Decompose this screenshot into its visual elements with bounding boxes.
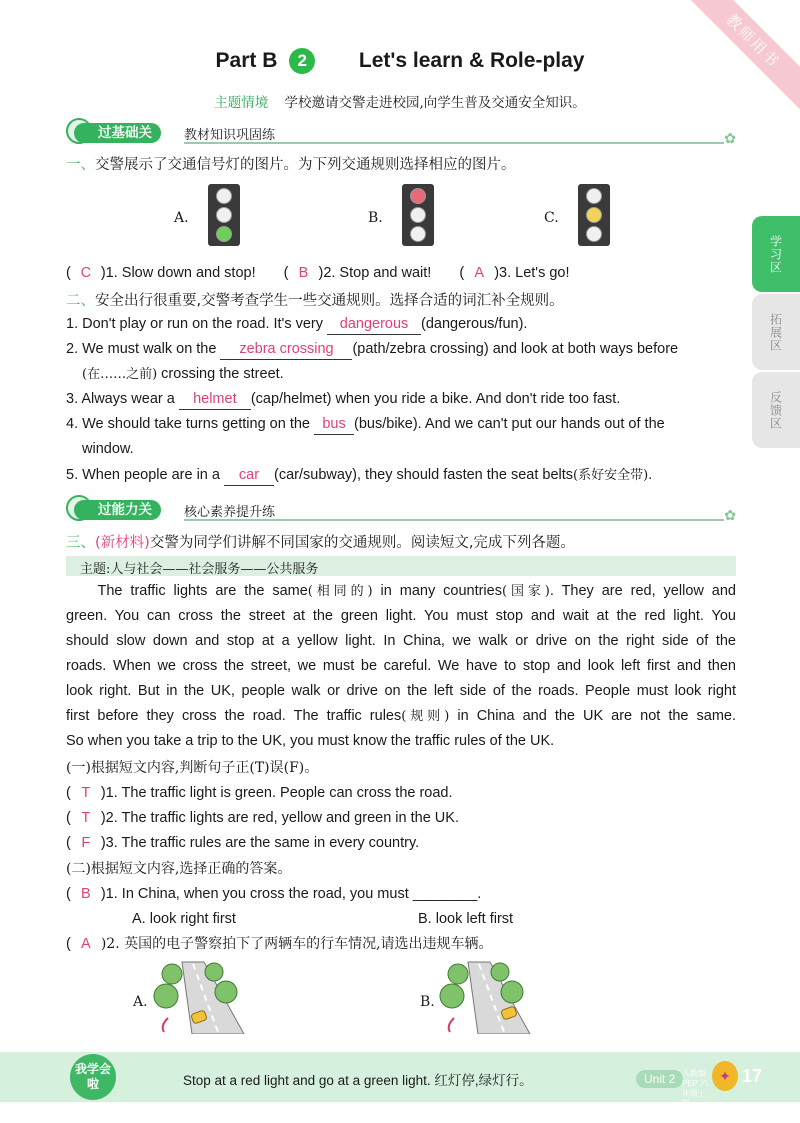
part-2-head: (二)根据短文内容,选择正确的答案。	[66, 861, 292, 877]
answer: car	[224, 465, 274, 486]
gloss: (在……之前)	[82, 367, 158, 382]
item-text: )2. Stop and wait!	[318, 265, 432, 281]
image-option-a-label: A.	[133, 994, 148, 1010]
road-scene-a-image	[152, 958, 262, 1034]
passage-line	[66, 581, 736, 602]
item-text: )1. Slow down and stop!	[100, 265, 256, 281]
tab-feedback-area[interactable]: 反馈区	[752, 372, 800, 448]
item-text: 2. We must walk on the	[66, 341, 217, 357]
passage-text: first before they cross the road. The traffic rules	[66, 708, 402, 724]
road-scene-b-image	[438, 958, 548, 1034]
gloss: (国家)	[501, 584, 550, 599]
passage-line	[66, 656, 736, 676]
option-letter: C.	[544, 210, 559, 226]
flower-icon: ✿	[724, 507, 736, 523]
passage-text: So when you take a trip to the UK, you must know the traffic rules of the UK.	[66, 733, 555, 749]
side-tabs	[752, 216, 800, 450]
choice-item: ( A )2. 英国的电子警察拍下了两辆车的行车情况,请选出违规车辆。	[66, 936, 493, 952]
answer: dangerous	[327, 314, 421, 335]
option-a: A. look right first	[132, 911, 236, 927]
section-subtitle: 核心素养提升练	[184, 504, 276, 519]
theme-label: 主题情境	[214, 95, 269, 111]
item-text: )3. Let's go!	[494, 265, 570, 281]
question-3-head	[66, 531, 575, 552]
tab-study-area[interactable]: 学习区	[752, 216, 800, 292]
fill-item	[66, 339, 736, 360]
tab-extension-area[interactable]: 拓展区	[752, 294, 800, 370]
item-text: (bus/bike). And we can't put our hands out of the	[354, 416, 665, 432]
item-text: (path/zebra crossing) and look at both ways before	[352, 341, 679, 357]
answer: T	[81, 810, 91, 826]
question-text: 交警为同学们讲解不同国家的交通规则。阅读短文,完成下列各题。	[149, 535, 575, 551]
passage-text: look right. But in the UK, people walk or drive on the left side of the roads. People must look right	[66, 683, 736, 699]
option-letter: B.	[368, 210, 383, 226]
passage-line	[66, 631, 736, 651]
question-text: 交警展示了交通信号灯的图片。为下列交通规则选择相应的图片。	[95, 157, 516, 173]
tf-item: ( T )1. The traffic light is green. People can cross the road.	[66, 785, 453, 801]
section-subtitle: 教材知识巩固练	[184, 127, 276, 142]
page-footer	[0, 1052, 800, 1108]
question-1-answers: ( C )1. Slow down and stop! ( B )2. Stop and wait! ( A )3. Let's go!	[66, 265, 570, 281]
fill-item-continued	[66, 439, 736, 459]
traffic-light-icon	[208, 184, 240, 246]
fill-item	[66, 389, 736, 410]
title-name: Let's learn & Role-play	[358, 49, 585, 72]
item-text: 1. Don't play or run on the road. It's very	[66, 316, 323, 332]
new-material-tag: (新材料)	[95, 535, 150, 551]
page-title	[0, 48, 800, 74]
image-option-b-label: B.	[420, 994, 435, 1010]
item-text: )1. The traffic light is green. People can cross the road.	[100, 785, 453, 801]
question-number: 二、	[66, 293, 95, 309]
question-number: 三、	[66, 535, 95, 551]
item-text: (car/subway), they should fasten the seat belts	[274, 467, 574, 483]
question-1-head	[66, 153, 516, 174]
answer: zebra crossing	[220, 339, 352, 360]
topic-band	[66, 556, 736, 576]
answer: bus	[314, 414, 354, 435]
item-text: 5. When people are in a	[66, 467, 220, 483]
option-letter: A.	[174, 210, 189, 226]
section-tag: 过能力关	[74, 500, 161, 520]
theme-context	[0, 91, 800, 111]
gloss: (规则)	[401, 709, 450, 724]
section-tag: 过基础关	[74, 123, 161, 143]
fill-item	[66, 465, 736, 486]
answer: F	[81, 835, 91, 851]
option-b: B. look left first	[418, 911, 514, 927]
gloss: (系好安全带)	[573, 468, 649, 483]
part-1-head: (一)根据短文内容,判断句子正(T)误(F)。	[66, 760, 319, 776]
topic-text: 主题:人与社会——社会服务——公共服务	[80, 562, 319, 577]
section-ability-bar	[66, 498, 736, 524]
question-2-head	[66, 289, 564, 310]
item-text: )2. 英国的电子警察拍下了两辆车的行车情况,请选出违规车辆。	[100, 936, 493, 952]
item-text: window.	[82, 441, 134, 457]
item-text: )3. The traffic rules are the same in every country.	[100, 835, 420, 851]
section-basic-bar	[66, 121, 736, 147]
item-text: 4. We should take turns getting on the	[66, 416, 310, 432]
tf-item: ( T )2. The traffic lights are red, yellow and green in the UK.	[66, 810, 459, 826]
gloss: (相同的)	[307, 584, 373, 599]
answer: C	[80, 265, 92, 281]
answer: B	[298, 265, 309, 281]
footer-badge: 我学会啦	[70, 1054, 116, 1100]
section-divider	[184, 142, 724, 144]
theme-text: 学校邀请交警走进校园,向学生普及交通安全知识。	[284, 95, 586, 111]
item-text: 3. Always wear a	[66, 391, 175, 407]
footer-slogan: Stop at a red light and go at a green light. 红灯停,绿灯行。	[183, 1073, 533, 1088]
passage-text: should slow down and stop at a yellow light. In China, we walk or drive on the right side of the	[66, 633, 736, 649]
passage-line	[66, 606, 736, 626]
passage-text: in many countries	[372, 583, 502, 599]
section-divider	[184, 519, 724, 521]
passage-line	[66, 681, 736, 701]
item-text: (cap/helmet) when you ride a bike. And don't ride too fast.	[250, 391, 621, 407]
traffic-light-icon	[402, 184, 434, 246]
passage-line	[66, 706, 736, 727]
passage-text: in China and the UK are not the same.	[449, 708, 736, 724]
item-text: (dangerous/fun).	[421, 316, 528, 332]
choice-item: ( B )1. In China, when you cross the road, you must ________.	[66, 886, 482, 902]
question-number: 一、	[66, 157, 95, 173]
unit-tag: Unit 2	[636, 1070, 683, 1088]
passage-text: . They are red, yellow and	[549, 583, 736, 599]
book-label: 人教版PEP 六年级上册	[682, 1069, 709, 1108]
answer: helmet	[179, 389, 251, 410]
flower-icon: ✿	[724, 130, 736, 146]
answer: A	[81, 936, 91, 952]
answer: B	[81, 886, 91, 902]
item-text: )2. The traffic lights are red, yellow and green in the UK.	[100, 810, 459, 826]
title-number-badge: 2	[289, 48, 315, 74]
title-part: Part B	[215, 49, 278, 72]
passage-line	[66, 731, 736, 751]
fill-item	[66, 314, 736, 335]
fill-item	[66, 414, 736, 435]
traffic-light-options	[0, 184, 800, 246]
mascot-icon: ✦	[712, 1061, 738, 1091]
tf-item: ( F )3. The traffic rules are the same in every country.	[66, 835, 420, 851]
answer: A	[474, 265, 485, 281]
passage-text: The traffic lights are the same	[66, 583, 308, 599]
answer: T	[81, 785, 91, 801]
item-text: .	[648, 467, 653, 483]
stamp-text: 教师用书	[682, 0, 800, 112]
item-text: crossing the street.	[157, 366, 284, 382]
item-text: )1. In China, when you cross the road, you must ________.	[100, 886, 482, 902]
traffic-light-icon	[578, 184, 610, 246]
fill-item-continued	[66, 364, 736, 385]
page-number: 17	[742, 1066, 763, 1086]
passage-text: roads. When we cross the street, we must be careful. We have to stop and look left first and then	[66, 658, 736, 674]
passage-text: green. You can cross the street at the green light. You must stop and wait at the red light. You	[66, 608, 736, 624]
question-text: 安全出行很重要,交警考查学生一些交通规则。选择合适的词汇补全规则。	[95, 293, 564, 309]
